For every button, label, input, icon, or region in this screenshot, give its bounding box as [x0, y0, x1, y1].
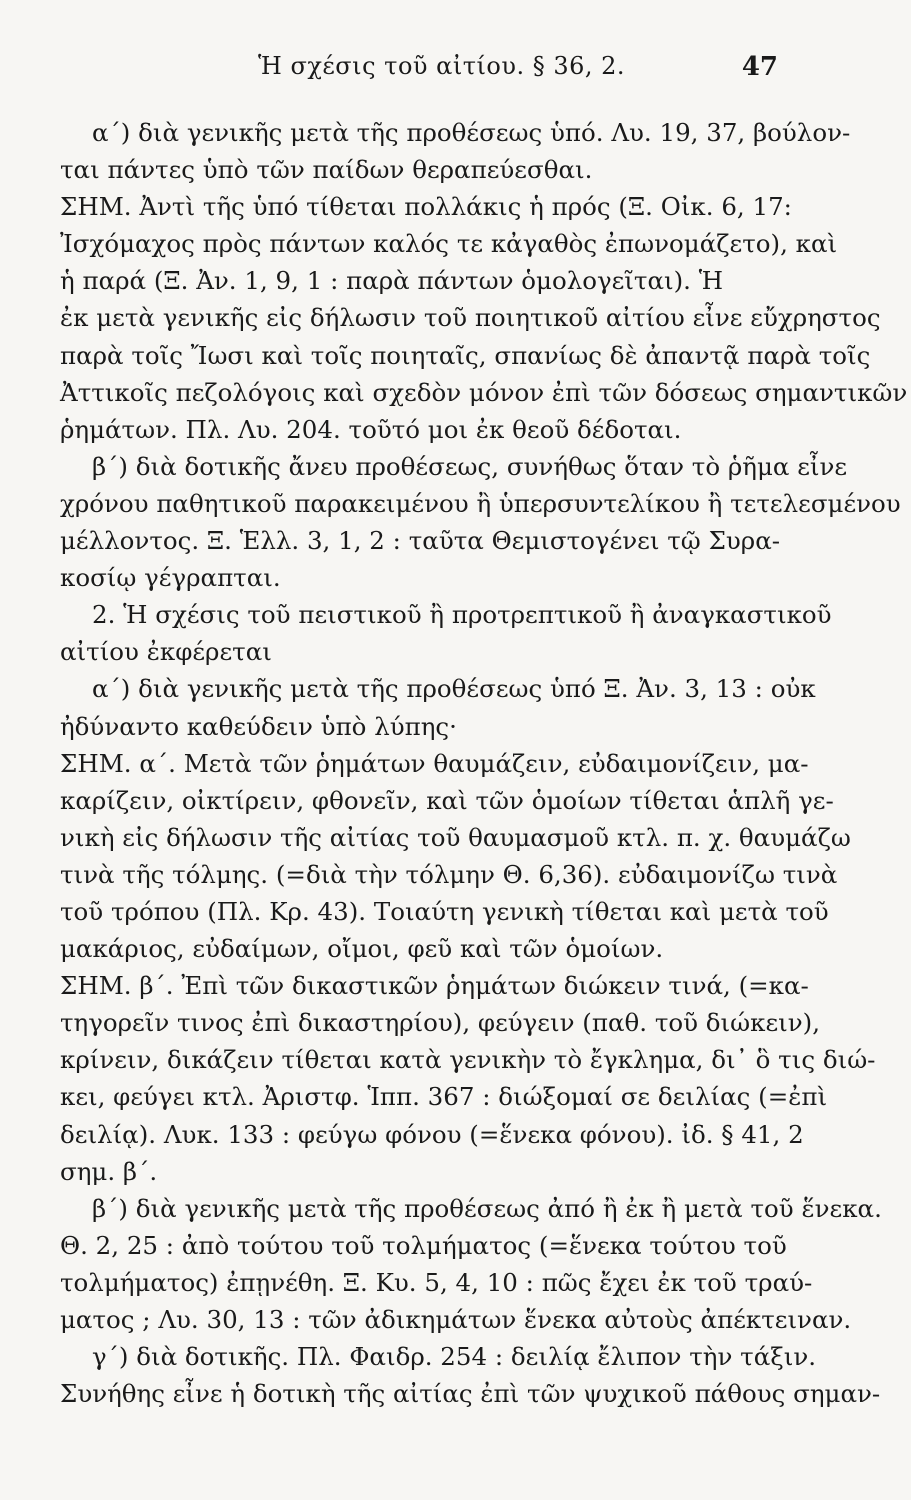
text-line: νικὴ εἰς δήλωσιν τῆς αἰτίας τοῦ θαυμασμοῦ κτλ. π. χ. θαυμάζω	[60, 822, 851, 852]
text-line: δειλίᾳ). Λυκ. 133 : φεύγω φόνου (=ἕνεκα φόνου). ἰδ. § 41, 2	[60, 1119, 804, 1149]
text-line: κοσίῳ γέγραπται.	[60, 563, 281, 593]
text-line: ἐκ μετὰ γενικῆς εἰς δήλωσιν τοῦ ποιητικοῦ αἰτίου εἶνε εὔχρηστος	[60, 303, 881, 333]
text-line: ἡ παρά (Ξ. Ἀν. 1, 9, 1 : παρὰ πάντων ὁμολογεῖται). Ἡ	[60, 266, 724, 296]
running-title: Ἡ σχέσις τοῦ αἰτίου. § 36, 2.	[258, 52, 626, 80]
text-line: ῥημάτων. Πλ. Λυ. 204. τοῦτό μοι ἐκ θεοῦ δέδοται.	[60, 414, 682, 444]
text-line: τολμήματος) ἐπῃνέθη. Ξ. Κυ. 5, 4, 10 : πῶς ἔχει ἐκ τοῦ τραύ-	[60, 1267, 813, 1297]
text-line: α΄) διὰ γενικῆς μετὰ τῆς προθέσεως ὑπό Ξ. Ἀν. 3, 13 : οὐκ	[92, 674, 816, 704]
text-line: Θ. 2, 25 : ἀπὸ τούτου τοῦ τολμήματος (=ἕνεκα τούτου τοῦ	[60, 1230, 787, 1260]
page-header	[0, 52, 911, 92]
text-line: ΣΗΜ. β΄. Ἐπὶ τῶν δικαστικῶν ῥημάτων διώκειν τινά, (=κα-	[60, 971, 809, 1001]
text-line: ται πάντες ὑπὸ τῶν παίδων θεραπεύεσθαι.	[60, 155, 593, 185]
text-line: β΄) διὰ γενικῆς μετὰ τῆς προθέσεως ἀπό ἢ ἐκ ἢ μετὰ τοῦ ἕνεκα.	[92, 1193, 882, 1223]
text-line: Ἀττικοῖς πεζολόγοις καὶ σχεδὸν μόνον ἐπὶ τῶν δόσεως σημαντικῶν	[60, 377, 908, 407]
text-line: ΣΗΜ. Ἀντὶ τῆς ὑπό τίθεται πολλάκις ἡ πρός (Ξ. Οἰκ. 6, 17:	[60, 192, 792, 222]
text-line: μέλλοντος. Ξ. Ἑλλ. 3, 1, 2 : ταῦτα Θεμιστογένει τῷ Συρα-	[60, 526, 781, 556]
text-line: ΣΗΜ. α΄. Μετὰ τῶν ῥημάτων θαυμάζειν, εὐδαιμονίζειν, μα-	[60, 748, 809, 778]
text-line: αἰτίου ἐκφέρεται	[60, 637, 272, 667]
body-text	[60, 114, 908, 1412]
section-heading-line: 2. Ἡ σχέσις τοῦ πειστικοῦ ἢ προτρεπτικοῦ ἢ ἀναγκαστικοῦ	[92, 600, 832, 630]
text-line: α΄) διὰ γενικῆς μετὰ τῆς προθέσεως ὑπό. Λυ. 19, 37, βούλον-	[92, 118, 851, 147]
page-number: 47	[741, 52, 778, 82]
text-line: παρὰ τοῖς Ἴωσι καὶ τοῖς ποιηταῖς, σπανίως δὲ ἀπαντᾷ παρὰ τοῖς	[60, 340, 871, 370]
text-line: τινὰ τῆς τόλμης. (=διὰ τὴν τόλμην Θ. 6,36). εὐδαιμονίζω τινὰ	[60, 859, 838, 889]
text-line: κρίνειν, δικάζειν τίθεται κατὰ γενικὴν τὸ ἔγκλημα, δι᾽ ὃ τις διώ-	[60, 1045, 876, 1075]
text-line: ἠδύναντο καθεύδειν ὑπὸ λύπης·	[60, 711, 457, 741]
text-line: β΄) διὰ δοτικῆς ἄνευ προθέσεως, συνήθως ὅταν τὸ ῥῆμα εἶνε	[92, 451, 848, 481]
text-line: τοῦ τρόπου (Πλ. Κρ. 43). Τοιαύτη γενικὴ τίθεται καὶ μετὰ τοῦ	[60, 896, 829, 926]
text-line: καρίζειν, οἰκτίρειν, φθονεῖν, καὶ τῶν ὁμοίων τίθεται ἁπλῆ γε-	[60, 785, 834, 815]
text-line: χρόνου παθητικοῦ παρακειμένου ἢ ὑπερσυντελίκου ἢ τετελεσμένου	[60, 488, 901, 518]
text-line: ματος ; Λυ. 30, 13 : τῶν ἀδικημάτων ἕνεκα αὐτοὺς ἀπέκτειναν.	[60, 1305, 852, 1334]
text-line: σημ. β΄.	[60, 1156, 158, 1186]
text-line: τηγορεῖν τινος ἐπὶ δικαστηρίου), φεύγειν (παθ. τοῦ διώκειν),	[60, 1008, 820, 1038]
text-line: Συνήθης εἶνε ἡ δοτικὴ τῆς αἰτίας ἐπὶ τῶν ψυχικοῦ πάθους σημαν-	[60, 1379, 881, 1409]
text-line: Ἰσχόμαχος πρὸς πάντων καλός τε κἀγαθὸς ἐπωνομάζετο), καὶ	[60, 229, 838, 259]
text-line: μακάριος, εὐδαίμων, οἴμοι, φεῦ καὶ τῶν ὁμοίων.	[60, 934, 664, 964]
text-line: κει, φεύγει κτλ. Ἀριστφ. Ἱππ. 367 : διώξομαί σε δειλίας (=ἐπὶ	[60, 1082, 828, 1112]
text-line: γ΄) διὰ δοτικῆς. Πλ. Φαιδρ. 254 : δειλίᾳ ἔλιπον τὴν τάξιν.	[92, 1342, 817, 1372]
